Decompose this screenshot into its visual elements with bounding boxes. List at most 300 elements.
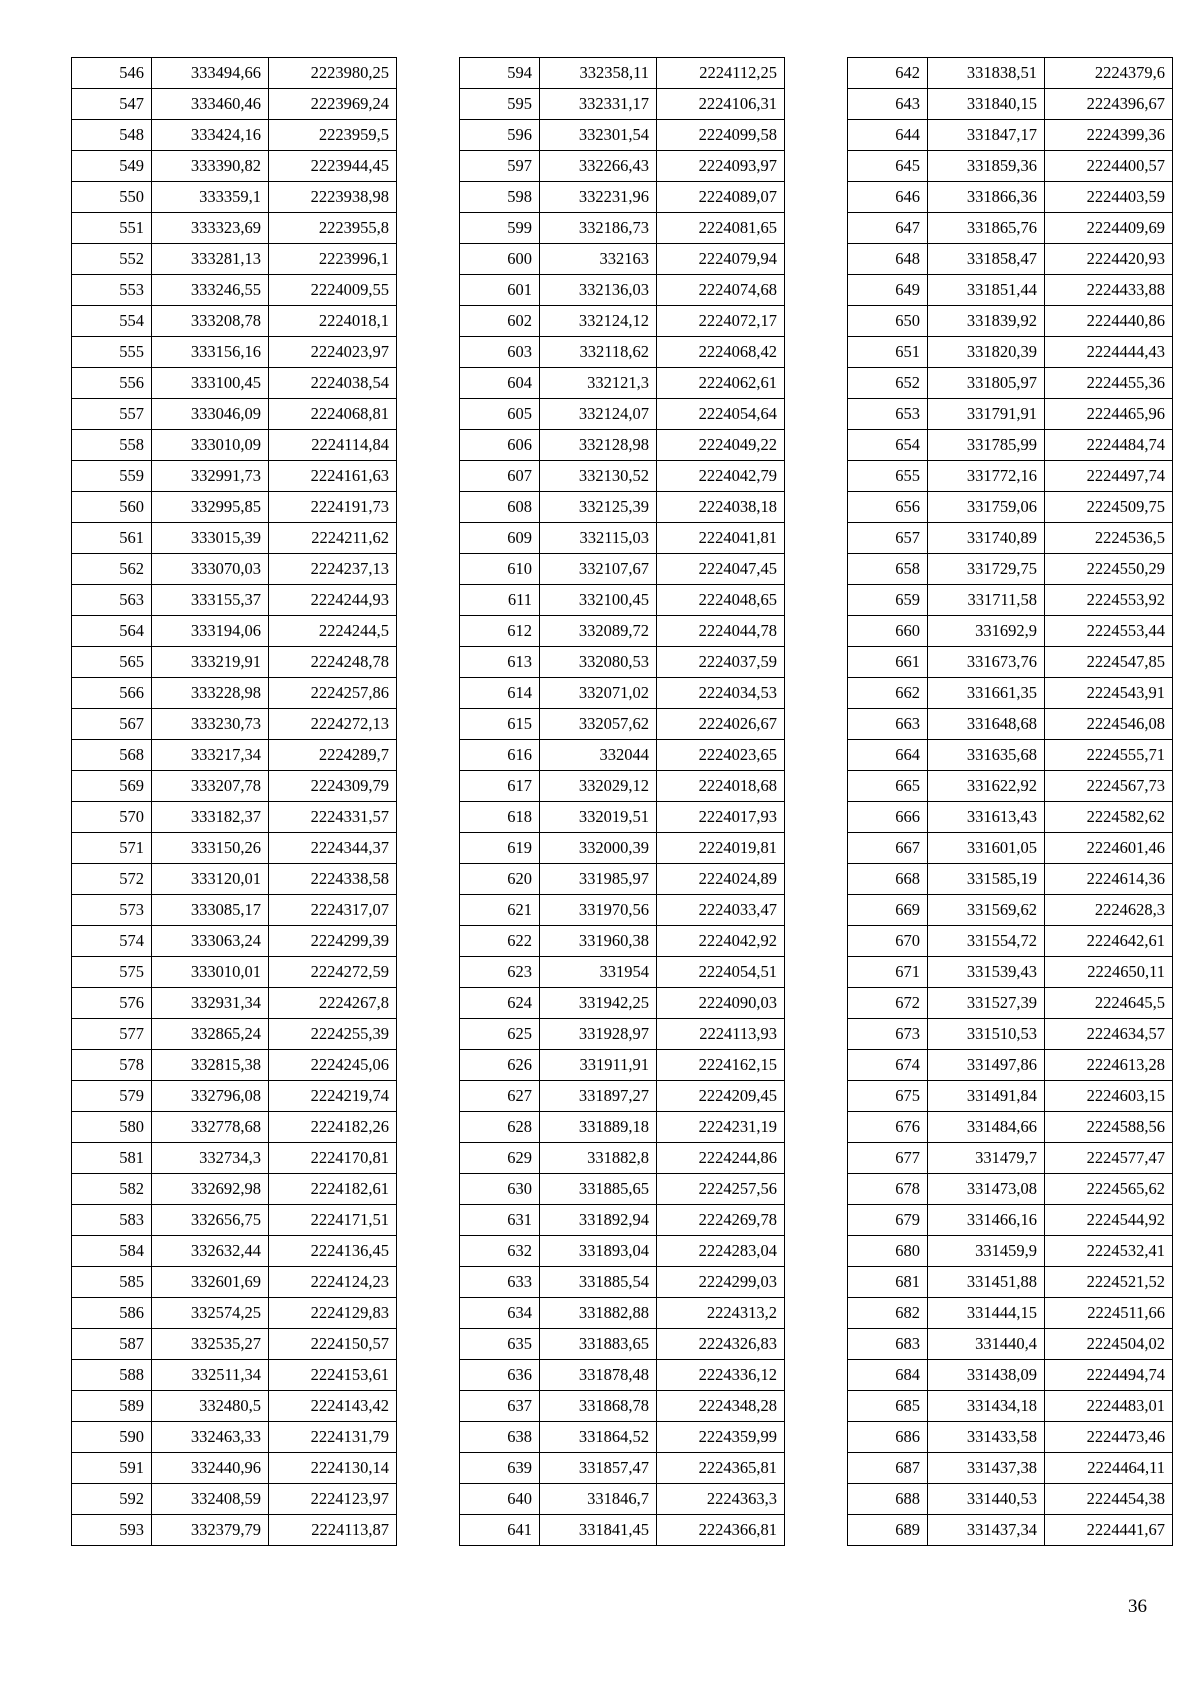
point-number-cell: 682	[848, 1298, 928, 1329]
y-coordinate-cell: 2224182,61	[269, 1174, 397, 1205]
point-number-cell: 607	[460, 461, 540, 492]
y-coordinate-cell: 2224567,73	[1045, 771, 1173, 802]
table-row	[848, 1360, 1173, 1391]
table-row	[848, 182, 1173, 213]
table-row	[848, 120, 1173, 151]
table-row	[460, 771, 785, 802]
point-number-cell: 565	[72, 647, 152, 678]
point-number-cell: 626	[460, 1050, 540, 1081]
x-coordinate-cell: 333010,01	[152, 957, 269, 988]
y-coordinate-cell: 2224396,67	[1045, 89, 1173, 120]
point-number-cell: 684	[848, 1360, 928, 1391]
x-coordinate-cell: 332865,24	[152, 1019, 269, 1050]
coordinates-table-3	[847, 57, 1173, 1546]
point-number-cell: 625	[460, 1019, 540, 1050]
y-coordinate-cell: 2224299,03	[657, 1267, 785, 1298]
y-coordinate-cell: 2224255,39	[269, 1019, 397, 1050]
table-row	[72, 771, 397, 802]
table-row	[848, 988, 1173, 1019]
y-coordinate-cell: 2224072,17	[657, 306, 785, 337]
y-coordinate-cell: 2224289,7	[269, 740, 397, 771]
table-row	[460, 306, 785, 337]
table-row	[72, 1298, 397, 1329]
point-number-cell: 593	[72, 1515, 152, 1546]
x-coordinate-cell: 331885,54	[540, 1267, 657, 1298]
y-coordinate-cell: 2223938,98	[269, 182, 397, 213]
y-coordinate-cell: 2224114,84	[269, 430, 397, 461]
x-coordinate-cell: 332379,79	[152, 1515, 269, 1546]
point-number-cell: 602	[460, 306, 540, 337]
x-coordinate-cell: 332115,03	[540, 523, 657, 554]
point-number-cell: 635	[460, 1329, 540, 1360]
coordinates-table-2	[459, 57, 785, 1546]
point-number-cell: 686	[848, 1422, 928, 1453]
table-row	[460, 337, 785, 368]
point-number-cell: 648	[848, 244, 928, 275]
y-coordinate-cell: 2224099,58	[657, 120, 785, 151]
x-coordinate-cell: 332124,07	[540, 399, 657, 430]
point-number-cell: 552	[72, 244, 152, 275]
point-number-cell: 583	[72, 1205, 152, 1236]
point-number-cell: 622	[460, 926, 540, 957]
table-row	[460, 678, 785, 709]
table-row	[460, 1019, 785, 1050]
x-coordinate-cell: 332991,73	[152, 461, 269, 492]
table-row	[72, 1205, 397, 1236]
y-coordinate-cell: 2224033,47	[657, 895, 785, 926]
point-number-cell: 570	[72, 802, 152, 833]
y-coordinate-cell: 2224484,74	[1045, 430, 1173, 461]
y-coordinate-cell: 2224129,83	[269, 1298, 397, 1329]
y-coordinate-cell: 2224313,2	[657, 1298, 785, 1329]
x-coordinate-cell: 333390,82	[152, 151, 269, 182]
y-coordinate-cell: 2224150,57	[269, 1329, 397, 1360]
y-coordinate-cell: 2224455,36	[1045, 368, 1173, 399]
x-coordinate-cell: 332163	[540, 244, 657, 275]
table-row	[460, 244, 785, 275]
y-coordinate-cell: 2224018,1	[269, 306, 397, 337]
x-coordinate-cell: 332000,39	[540, 833, 657, 864]
point-number-cell: 673	[848, 1019, 928, 1050]
y-coordinate-cell: 2224023,97	[269, 337, 397, 368]
point-number-cell: 586	[72, 1298, 152, 1329]
point-number-cell: 562	[72, 554, 152, 585]
point-number-cell: 672	[848, 988, 928, 1019]
y-coordinate-cell: 2224019,81	[657, 833, 785, 864]
x-coordinate-cell: 331785,99	[928, 430, 1045, 461]
point-number-cell: 678	[848, 1174, 928, 1205]
y-coordinate-cell: 2224494,74	[1045, 1360, 1173, 1391]
point-number-cell: 649	[848, 275, 928, 306]
table-row	[72, 1329, 397, 1360]
table-row	[460, 1267, 785, 1298]
x-coordinate-cell: 333494,66	[152, 58, 269, 89]
y-coordinate-cell: 2224283,04	[657, 1236, 785, 1267]
x-coordinate-cell: 333208,78	[152, 306, 269, 337]
table-row	[72, 399, 397, 430]
point-number-cell: 650	[848, 306, 928, 337]
x-coordinate-cell: 332089,72	[540, 616, 657, 647]
y-coordinate-cell: 2224409,69	[1045, 213, 1173, 244]
x-coordinate-cell: 333155,37	[152, 585, 269, 616]
y-coordinate-cell: 2224550,29	[1045, 554, 1173, 585]
x-coordinate-cell: 331882,88	[540, 1298, 657, 1329]
x-coordinate-cell: 331858,47	[928, 244, 1045, 275]
y-coordinate-cell: 2224038,54	[269, 368, 397, 399]
point-number-cell: 646	[848, 182, 928, 213]
point-number-cell: 581	[72, 1143, 152, 1174]
table-row	[460, 1050, 785, 1081]
x-coordinate-cell: 332511,34	[152, 1360, 269, 1391]
x-coordinate-cell: 331911,91	[540, 1050, 657, 1081]
table-row	[72, 1360, 397, 1391]
x-coordinate-cell: 331444,15	[928, 1298, 1045, 1329]
table-row	[848, 771, 1173, 802]
table-row	[72, 1267, 397, 1298]
y-coordinate-cell: 2224143,42	[269, 1391, 397, 1422]
y-coordinate-cell: 2224565,62	[1045, 1174, 1173, 1205]
x-coordinate-cell: 331960,38	[540, 926, 657, 957]
point-number-cell: 608	[460, 492, 540, 523]
y-coordinate-cell: 2223944,45	[269, 151, 397, 182]
x-coordinate-cell: 333063,24	[152, 926, 269, 957]
point-number-cell: 639	[460, 1453, 540, 1484]
point-number-cell: 611	[460, 585, 540, 616]
y-coordinate-cell: 2224244,5	[269, 616, 397, 647]
table-row	[72, 1174, 397, 1205]
y-coordinate-cell: 2224049,22	[657, 430, 785, 461]
y-coordinate-cell: 2224245,06	[269, 1050, 397, 1081]
table-row	[848, 554, 1173, 585]
y-coordinate-cell: 2224464,11	[1045, 1453, 1173, 1484]
x-coordinate-cell: 331539,43	[928, 957, 1045, 988]
x-coordinate-cell: 332692,98	[152, 1174, 269, 1205]
x-coordinate-cell: 331838,51	[928, 58, 1045, 89]
y-coordinate-cell: 2224182,26	[269, 1112, 397, 1143]
point-number-cell: 642	[848, 58, 928, 89]
table-row	[72, 1081, 397, 1112]
y-coordinate-cell: 2224317,07	[269, 895, 397, 926]
x-coordinate-cell: 331859,36	[928, 151, 1045, 182]
table-row	[848, 430, 1173, 461]
y-coordinate-cell: 2223969,24	[269, 89, 397, 120]
point-number-cell: 652	[848, 368, 928, 399]
table-row	[848, 833, 1173, 864]
table-row	[460, 430, 785, 461]
point-number-cell: 614	[460, 678, 540, 709]
x-coordinate-cell: 333194,06	[152, 616, 269, 647]
y-coordinate-cell: 2224465,96	[1045, 399, 1173, 430]
y-coordinate-cell: 2224081,65	[657, 213, 785, 244]
table-row	[848, 306, 1173, 337]
x-coordinate-cell: 332408,59	[152, 1484, 269, 1515]
y-coordinate-cell: 2224068,81	[269, 399, 397, 430]
point-number-cell: 651	[848, 337, 928, 368]
table-row	[848, 740, 1173, 771]
x-coordinate-cell: 331585,19	[928, 864, 1045, 895]
point-number-cell: 550	[72, 182, 152, 213]
point-number-cell: 660	[848, 616, 928, 647]
x-coordinate-cell: 333046,09	[152, 399, 269, 430]
table-row	[72, 1143, 397, 1174]
table-row	[72, 368, 397, 399]
y-coordinate-cell: 2224543,91	[1045, 678, 1173, 709]
point-number-cell: 554	[72, 306, 152, 337]
table-row	[72, 988, 397, 1019]
y-coordinate-cell: 2224272,59	[269, 957, 397, 988]
x-coordinate-cell: 332125,39	[540, 492, 657, 523]
table-row	[72, 802, 397, 833]
x-coordinate-cell: 332931,34	[152, 988, 269, 1019]
point-number-cell: 590	[72, 1422, 152, 1453]
y-coordinate-cell: 2224331,57	[269, 802, 397, 833]
point-number-cell: 657	[848, 523, 928, 554]
table-row	[72, 1484, 397, 1515]
table-row	[72, 1019, 397, 1050]
y-coordinate-cell: 2224601,46	[1045, 833, 1173, 864]
table-row	[848, 492, 1173, 523]
table-row	[460, 585, 785, 616]
y-coordinate-cell: 2224248,78	[269, 647, 397, 678]
point-number-cell: 677	[848, 1143, 928, 1174]
x-coordinate-cell: 331970,56	[540, 895, 657, 926]
point-number-cell: 638	[460, 1422, 540, 1453]
y-coordinate-cell: 2224244,93	[269, 585, 397, 616]
point-number-cell: 560	[72, 492, 152, 523]
x-coordinate-cell: 331857,47	[540, 1453, 657, 1484]
table-row	[848, 957, 1173, 988]
point-number-cell: 656	[848, 492, 928, 523]
y-coordinate-cell: 2224113,87	[269, 1515, 397, 1546]
table-row	[72, 523, 397, 554]
point-number-cell: 574	[72, 926, 152, 957]
y-coordinate-cell: 2224483,01	[1045, 1391, 1173, 1422]
x-coordinate-cell: 332136,03	[540, 275, 657, 306]
x-coordinate-cell: 332995,85	[152, 492, 269, 523]
y-coordinate-cell: 2223955,8	[269, 213, 397, 244]
table-row	[460, 833, 785, 864]
y-coordinate-cell: 2224555,71	[1045, 740, 1173, 771]
y-coordinate-cell: 2224162,15	[657, 1050, 785, 1081]
point-number-cell: 577	[72, 1019, 152, 1050]
x-coordinate-cell: 333246,55	[152, 275, 269, 306]
y-coordinate-cell: 2224257,56	[657, 1174, 785, 1205]
y-coordinate-cell: 2223996,1	[269, 244, 397, 275]
point-number-cell: 620	[460, 864, 540, 895]
point-number-cell: 576	[72, 988, 152, 1019]
point-number-cell: 637	[460, 1391, 540, 1422]
x-coordinate-cell: 333015,39	[152, 523, 269, 554]
y-coordinate-cell: 2224054,51	[657, 957, 785, 988]
table-row	[72, 709, 397, 740]
x-coordinate-cell: 333219,91	[152, 647, 269, 678]
point-number-cell: 547	[72, 89, 152, 120]
point-number-cell: 573	[72, 895, 152, 926]
table-row	[72, 244, 397, 275]
point-number-cell: 549	[72, 151, 152, 182]
table-row	[460, 523, 785, 554]
table-row	[460, 709, 785, 740]
x-coordinate-cell: 331648,68	[928, 709, 1045, 740]
table-row	[460, 89, 785, 120]
y-coordinate-cell: 2224161,63	[269, 461, 397, 492]
y-coordinate-cell: 2224123,97	[269, 1484, 397, 1515]
point-number-cell: 647	[848, 213, 928, 244]
point-number-cell: 589	[72, 1391, 152, 1422]
point-number-cell: 567	[72, 709, 152, 740]
table-row	[848, 1391, 1173, 1422]
y-coordinate-cell: 2224237,13	[269, 554, 397, 585]
y-coordinate-cell: 2224018,68	[657, 771, 785, 802]
table-row	[848, 585, 1173, 616]
point-number-cell: 579	[72, 1081, 152, 1112]
table-row	[72, 864, 397, 895]
y-coordinate-cell: 2224603,15	[1045, 1081, 1173, 1112]
table-row	[460, 1112, 785, 1143]
y-coordinate-cell: 2224547,85	[1045, 647, 1173, 678]
point-number-cell: 628	[460, 1112, 540, 1143]
y-coordinate-cell: 2224153,61	[269, 1360, 397, 1391]
y-coordinate-cell: 2224433,88	[1045, 275, 1173, 306]
table-row	[848, 1267, 1173, 1298]
y-coordinate-cell: 2224209,45	[657, 1081, 785, 1112]
point-number-cell: 679	[848, 1205, 928, 1236]
y-coordinate-cell: 2224365,81	[657, 1453, 785, 1484]
table-row	[72, 647, 397, 678]
point-number-cell: 683	[848, 1329, 928, 1360]
table-2-body	[460, 58, 785, 1546]
x-coordinate-cell: 333217,34	[152, 740, 269, 771]
x-coordinate-cell: 333156,16	[152, 337, 269, 368]
table-row	[460, 1143, 785, 1174]
y-coordinate-cell: 2224521,52	[1045, 1267, 1173, 1298]
table-row	[460, 1236, 785, 1267]
y-coordinate-cell: 2224171,51	[269, 1205, 397, 1236]
point-number-cell: 580	[72, 1112, 152, 1143]
table-row	[460, 647, 785, 678]
table-row	[460, 1453, 785, 1484]
point-number-cell: 568	[72, 740, 152, 771]
x-coordinate-cell: 332266,43	[540, 151, 657, 182]
table-row	[72, 182, 397, 213]
table-row	[72, 151, 397, 182]
x-coordinate-cell: 332601,69	[152, 1267, 269, 1298]
table-row	[460, 399, 785, 430]
x-coordinate-cell: 331839,92	[928, 306, 1045, 337]
x-coordinate-cell: 332071,02	[540, 678, 657, 709]
y-coordinate-cell: 2224269,78	[657, 1205, 785, 1236]
point-number-cell: 662	[848, 678, 928, 709]
y-coordinate-cell: 2224106,31	[657, 89, 785, 120]
table-3-body	[848, 58, 1173, 1546]
y-coordinate-cell: 2224299,39	[269, 926, 397, 957]
y-coordinate-cell: 2224024,89	[657, 864, 785, 895]
table-row	[460, 1360, 785, 1391]
table-row	[460, 151, 785, 182]
x-coordinate-cell: 331601,05	[928, 833, 1045, 864]
point-number-cell: 609	[460, 523, 540, 554]
table-row	[72, 833, 397, 864]
point-number-cell: 615	[460, 709, 540, 740]
y-coordinate-cell: 2224363,3	[657, 1484, 785, 1515]
x-coordinate-cell: 332480,5	[152, 1391, 269, 1422]
y-coordinate-cell: 2224267,8	[269, 988, 397, 1019]
x-coordinate-cell: 331635,68	[928, 740, 1045, 771]
table-row	[72, 120, 397, 151]
y-coordinate-cell: 2224399,36	[1045, 120, 1173, 151]
y-coordinate-cell: 2224090,03	[657, 988, 785, 1019]
point-number-cell: 664	[848, 740, 928, 771]
table-row	[848, 1174, 1173, 1205]
x-coordinate-cell: 333460,46	[152, 89, 269, 120]
x-coordinate-cell: 331878,48	[540, 1360, 657, 1391]
y-coordinate-cell: 2224613,28	[1045, 1050, 1173, 1081]
y-coordinate-cell: 2224336,12	[657, 1360, 785, 1391]
x-coordinate-cell: 332815,38	[152, 1050, 269, 1081]
point-number-cell: 636	[460, 1360, 540, 1391]
table-row	[848, 89, 1173, 120]
x-coordinate-cell: 331942,25	[540, 988, 657, 1019]
x-coordinate-cell: 333120,01	[152, 864, 269, 895]
point-number-cell: 665	[848, 771, 928, 802]
table-row	[72, 616, 397, 647]
x-coordinate-cell: 331882,8	[540, 1143, 657, 1174]
point-number-cell: 556	[72, 368, 152, 399]
table-row	[848, 616, 1173, 647]
y-coordinate-cell: 2224582,62	[1045, 802, 1173, 833]
x-coordinate-cell: 332124,12	[540, 306, 657, 337]
x-coordinate-cell: 332186,73	[540, 213, 657, 244]
x-coordinate-cell: 331841,45	[540, 1515, 657, 1546]
x-coordinate-cell: 332231,96	[540, 182, 657, 213]
y-coordinate-cell: 2224650,11	[1045, 957, 1173, 988]
x-coordinate-cell: 331847,17	[928, 120, 1045, 151]
x-coordinate-cell: 331473,08	[928, 1174, 1045, 1205]
x-coordinate-cell: 333228,98	[152, 678, 269, 709]
point-number-cell: 675	[848, 1081, 928, 1112]
table-row	[460, 368, 785, 399]
y-coordinate-cell: 2224112,25	[657, 58, 785, 89]
point-number-cell: 671	[848, 957, 928, 988]
point-number-cell: 640	[460, 1484, 540, 1515]
table-row	[72, 585, 397, 616]
point-number-cell: 654	[848, 430, 928, 461]
x-coordinate-cell: 331437,38	[928, 1453, 1045, 1484]
x-coordinate-cell: 331868,78	[540, 1391, 657, 1422]
point-number-cell: 658	[848, 554, 928, 585]
point-number-cell: 653	[848, 399, 928, 430]
x-coordinate-cell: 331954	[540, 957, 657, 988]
x-coordinate-cell: 331897,27	[540, 1081, 657, 1112]
point-number-cell: 553	[72, 275, 152, 306]
point-number-cell: 566	[72, 678, 152, 709]
y-coordinate-cell: 2224546,08	[1045, 709, 1173, 740]
table-row	[460, 554, 785, 585]
y-coordinate-cell: 2224359,99	[657, 1422, 785, 1453]
point-number-cell: 632	[460, 1236, 540, 1267]
point-number-cell: 633	[460, 1267, 540, 1298]
table-row	[460, 1174, 785, 1205]
x-coordinate-cell: 332535,27	[152, 1329, 269, 1360]
x-coordinate-cell: 333100,45	[152, 368, 269, 399]
point-number-cell: 612	[460, 616, 540, 647]
x-coordinate-cell: 332463,33	[152, 1422, 269, 1453]
y-coordinate-cell: 2224191,73	[269, 492, 397, 523]
table-row	[848, 275, 1173, 306]
x-coordinate-cell: 332130,52	[540, 461, 657, 492]
y-coordinate-cell: 2224068,42	[657, 337, 785, 368]
y-coordinate-cell: 2224042,79	[657, 461, 785, 492]
